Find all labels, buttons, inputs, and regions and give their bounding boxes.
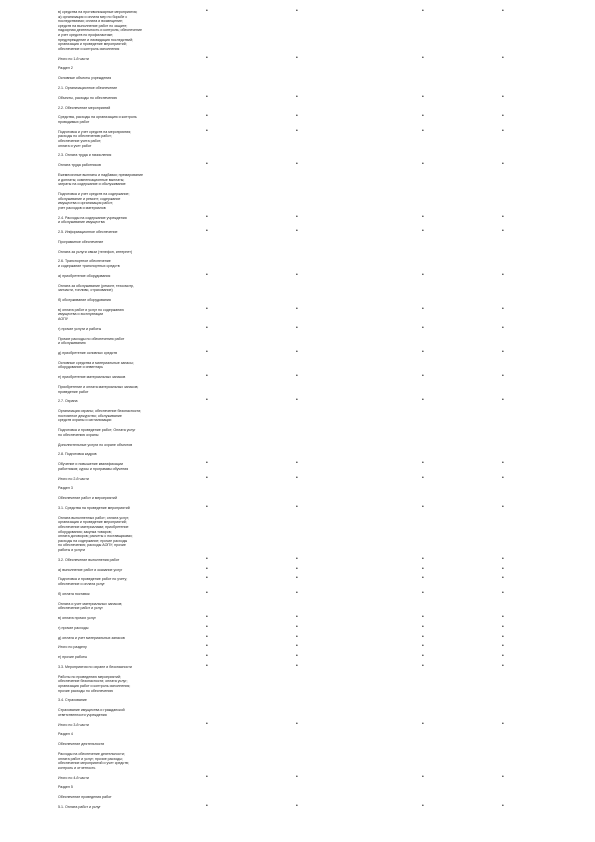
bullet-mark: • xyxy=(502,653,504,660)
bullet-mark: • xyxy=(502,504,504,510)
bullet-mark: • xyxy=(502,213,504,220)
bullet-mark: • xyxy=(502,474,504,481)
bullet-mark: • xyxy=(296,228,298,234)
bullet-mark: • xyxy=(206,643,208,650)
row-text: Подготовка и проведение работ; Оплата услуг по обеспечению охраны xyxy=(58,428,136,437)
bullet-mark: • xyxy=(422,349,424,355)
bullet-mark: • xyxy=(206,213,208,220)
bullet-mark: • xyxy=(502,773,504,780)
bullet-mark: • xyxy=(296,720,298,727)
table-row xyxy=(0,66,595,71)
table-row xyxy=(0,250,595,255)
bullet-mark: • xyxy=(296,565,298,572)
row-text: Раздел 3 xyxy=(58,486,73,491)
table-row xyxy=(0,324,595,332)
bullet-mark: • xyxy=(296,474,298,481)
bullet-mark: • xyxy=(206,373,208,380)
table-row xyxy=(0,577,595,586)
row-text: в) оплата прочих услуг xyxy=(58,616,96,620)
table-row xyxy=(0,399,595,404)
bullet-mark: • xyxy=(422,565,424,572)
bullet-mark: • xyxy=(206,623,208,630)
row-text: в) оплата работ и услуг по содержанию имущества и эксплуатации АОПУ xyxy=(58,307,124,321)
bullet-mark: • xyxy=(422,803,424,809)
row-text: Объекты, расходы по обеспечению xyxy=(58,95,118,100)
bullet-mark: • xyxy=(206,127,208,134)
row-text: Подготовка и проведение работ по учету; обеспечение и оплата услуг xyxy=(58,577,128,586)
bullet-mark: • xyxy=(422,113,424,120)
row-text: Ежемесячные выплаты и надбавки; премирование и доплаты; компенсационные выплаты; затраты на содержание и обслуживание xyxy=(58,173,143,187)
row-text: Оплата выполненных работ; оплата услуг; организация и проведение мероприятий; обеспечение материалами; приобретение оборудования; закупка товаров; оплата договоров; расчеты с поставщиками; расходы на содержание; прочие расходы по обеспечению; расходы АОПУ; прочие работы и услуги xyxy=(58,515,133,552)
table-row xyxy=(0,589,595,597)
bullet-mark: • xyxy=(422,373,424,380)
table-row xyxy=(0,555,595,563)
row-text: Итого по 2-й части xyxy=(58,476,89,481)
bullet-mark: • xyxy=(296,589,298,596)
bullet-mark: • xyxy=(502,623,504,630)
bullet-mark: • xyxy=(296,127,298,134)
bullet-mark: • xyxy=(502,633,504,640)
bullet-mark: • xyxy=(296,460,298,467)
table-row xyxy=(0,127,595,148)
table-row xyxy=(0,805,595,810)
row-text: Прочие расходы по обеспечению работ и обслуживанию xyxy=(58,336,125,346)
bullet-mark: • xyxy=(206,653,208,660)
bullet-mark: • xyxy=(206,720,208,727)
row-text: е) приобретение материальных запасов xyxy=(58,375,126,380)
table-row xyxy=(0,516,595,553)
row-text: Работы по проведению мероприятий; обеспечение безопасности; оплата услуг; организация работ и контроль исполнения; прочие расходы по обеспечению xyxy=(58,674,131,693)
bullet-mark: • xyxy=(502,373,504,380)
bullet-mark: • xyxy=(422,54,424,61)
bullet-mark: • xyxy=(502,324,504,331)
row-text: 3.4. Страхование xyxy=(58,698,87,703)
bullet-mark: • xyxy=(502,803,504,809)
row-text: г) прочие услуги и работы xyxy=(58,326,102,331)
row-text: 3.2. Обеспечение выполнения работ xyxy=(58,557,120,562)
table-row xyxy=(0,259,595,268)
bullet-mark: • xyxy=(422,589,424,596)
bullet-mark: • xyxy=(296,614,298,620)
bullet-mark: • xyxy=(206,474,208,481)
bullet-mark: • xyxy=(422,460,424,467)
bullet-mark: • xyxy=(296,773,298,780)
row-text: Оплата за обслуживание (ремонт, техосмотр, запчасти, топливо, страхование) xyxy=(58,283,135,293)
row-text: Расходы на обеспечение деятельности; оплата работ и услуг; прочие расходы; обеспечение мероприятий и учет средств; контроль и отчетность xyxy=(58,752,129,770)
bullet-mark: • xyxy=(206,575,208,582)
bullet-mark: • xyxy=(422,633,424,640)
row-text: Раздел 4 xyxy=(58,732,73,737)
table-row xyxy=(0,665,595,670)
bullet-mark: • xyxy=(502,127,504,134)
row-text: 2.7. Охрана xyxy=(58,399,78,404)
row-text: 5.1. Оплата работ и услуг xyxy=(58,805,101,809)
bullet-mark: • xyxy=(206,8,208,14)
bullet-mark: • xyxy=(422,614,424,620)
table-row xyxy=(0,698,595,703)
bullet-mark: • xyxy=(296,575,298,582)
row-text: Подготовка и учет средств на мероприятия; расходы по обеспечению работ; обеспечение учета работ; оплата и учет работ xyxy=(58,129,132,148)
bullet-mark: • xyxy=(422,271,424,278)
bullet-mark: • xyxy=(422,324,424,331)
row-text: Раздел 5 xyxy=(58,785,73,790)
row-text: Подготовка и учет средств на содержание; обслуживание и ремонт; содержание имущества и организация работ; учет расходов и материалов xyxy=(58,192,130,210)
bullet-mark: • xyxy=(296,373,298,380)
bullet-mark: • xyxy=(502,271,504,278)
bullet-mark: • xyxy=(502,113,504,120)
table-row xyxy=(0,645,595,650)
row-text: Обеспечение деятельности xyxy=(58,742,105,747)
bullet-mark: • xyxy=(206,460,208,467)
bullet-mark: • xyxy=(296,633,298,640)
row-text: б) обслуживание оборудования xyxy=(58,298,111,302)
bullet-mark: • xyxy=(296,504,298,510)
bullet-mark: • xyxy=(422,93,424,100)
row-text: а) приобретение оборудования xyxy=(58,273,111,278)
bullet-mark: • xyxy=(206,93,208,100)
table-row xyxy=(0,708,595,717)
table-row xyxy=(0,602,595,611)
bullet-mark: • xyxy=(296,349,298,355)
bullet-mark: • xyxy=(206,504,208,510)
table-row xyxy=(0,305,595,322)
table-row xyxy=(0,773,595,781)
bullet-mark: • xyxy=(502,614,504,620)
row-text: 2.8. Подготовка кадров xyxy=(58,452,97,457)
bullet-mark: • xyxy=(422,555,424,562)
bullet-mark: • xyxy=(502,8,504,14)
bullet-mark: • xyxy=(206,773,208,780)
row-text: в) средства на противопожарные мероприятия; ж) организация и оплата мер по борьбе с последствиями; оплата и возмещение; средств на выполнение работ по защите; надзорная деятельность и контроль; обеспечение и учет средств по профилактике; предупреждение и ликвидация последствий; организация и проведение мероприятий; обеспечение и контроль исполнения xyxy=(58,10,143,51)
row-text: 2.5. Информационное обеспечение xyxy=(58,230,118,234)
bullet-mark: • xyxy=(296,305,298,312)
table-row xyxy=(0,361,595,370)
table-row xyxy=(0,298,595,303)
table-row xyxy=(0,173,595,187)
bullet-mark: • xyxy=(206,633,208,640)
bullet-mark: • xyxy=(206,349,208,355)
bullet-mark: • xyxy=(206,161,208,168)
bullet-mark: • xyxy=(206,228,208,234)
bullet-mark: • xyxy=(422,623,424,630)
row-text: Итого по 3-й части xyxy=(58,722,89,727)
bullet-mark: • xyxy=(422,663,424,669)
bullet-mark: • xyxy=(296,643,298,650)
table-row xyxy=(0,213,595,225)
table-row xyxy=(0,93,595,101)
row-text: а) выполнение работ и оказание услуг xyxy=(58,567,123,572)
table-row xyxy=(0,462,595,471)
bullet-mark: • xyxy=(502,663,504,669)
row-text: 2.1. Организационное обеспечение xyxy=(58,86,118,90)
bullet-mark: • xyxy=(206,614,208,620)
table-row xyxy=(0,163,595,168)
bullet-mark: • xyxy=(422,213,424,220)
bullet-mark: • xyxy=(296,93,298,100)
row-text: д) приобретение основных средств xyxy=(58,351,117,355)
table-row xyxy=(0,452,595,457)
bullet-mark: • xyxy=(502,565,504,572)
bullet-mark: • xyxy=(422,773,424,780)
row-text: Средства, расходы на организацию и контроль проводимых работ xyxy=(58,115,137,124)
bullet-mark: • xyxy=(206,803,208,809)
bullet-mark: • xyxy=(422,474,424,481)
table-row xyxy=(0,10,595,51)
bullet-mark: • xyxy=(422,397,424,404)
table-row xyxy=(0,337,595,346)
bullet-mark: • xyxy=(422,575,424,582)
bullet-mark: • xyxy=(206,589,208,596)
bullet-mark: • xyxy=(296,113,298,120)
table-row xyxy=(0,720,595,728)
table-row xyxy=(0,284,595,293)
table-row xyxy=(0,623,595,631)
row-text: б) оплата поставок xyxy=(58,591,90,596)
bullet-mark: • xyxy=(422,653,424,660)
row-text: Программное обеспечение xyxy=(58,239,104,244)
row-text: 3.3. Мероприятия по охране и безопасности xyxy=(58,665,132,669)
row-text: д) оплата и учет материальных запасов xyxy=(58,635,125,640)
row-text: Итого по 1-й части xyxy=(58,56,89,61)
bullet-mark: • xyxy=(206,54,208,61)
row-text: Приобретение и оплата материальных запасов; проведение работ xyxy=(58,385,139,394)
bullet-mark: • xyxy=(296,324,298,331)
bullet-mark: • xyxy=(206,324,208,331)
table-row xyxy=(0,785,595,790)
bullet-mark: • xyxy=(422,161,424,168)
bullet-mark: • xyxy=(502,643,504,650)
bullet-mark: • xyxy=(206,397,208,404)
table-row xyxy=(0,752,595,770)
bullet-mark: • xyxy=(206,565,208,572)
bullet-mark: • xyxy=(422,127,424,134)
table-row xyxy=(0,742,595,747)
row-text: е) прочие работы xyxy=(58,655,88,660)
row-text: 3.1. Средства на проведение мероприятий xyxy=(58,506,130,510)
bullet-mark: • xyxy=(206,663,208,669)
table-row xyxy=(0,474,595,482)
table-row xyxy=(0,86,595,91)
bullet-mark: • xyxy=(422,643,424,650)
bullet-mark: • xyxy=(502,228,504,234)
table-row xyxy=(0,675,595,693)
table-row xyxy=(0,655,595,660)
row-text: 2.6. Транспортное обеспечение и содержание транспортных средств xyxy=(58,259,120,268)
row-text: Дополнительные услуги по охране объектов xyxy=(58,442,133,447)
bullet-mark: • xyxy=(502,93,504,100)
table-row xyxy=(0,409,595,423)
bullet-mark: • xyxy=(502,161,504,168)
table-row xyxy=(0,271,595,279)
row-text: Раздел 2 xyxy=(58,66,73,71)
bullet-mark: • xyxy=(206,271,208,278)
table-row xyxy=(0,385,595,394)
bullet-mark: • xyxy=(296,803,298,809)
bullet-mark: • xyxy=(296,213,298,220)
row-text: Итого по разделу xyxy=(58,645,87,650)
bullet-mark: • xyxy=(206,305,208,312)
row-text: Итого по 4-й части xyxy=(58,775,89,780)
bullet-mark: • xyxy=(422,305,424,312)
table-row xyxy=(0,351,595,356)
table-row xyxy=(0,443,595,448)
table-row xyxy=(0,54,595,62)
bullet-mark: • xyxy=(296,623,298,630)
bullet-mark: • xyxy=(422,720,424,727)
bullet-mark: • xyxy=(422,228,424,234)
row-text: Оплата и учет материальных запасов; обеспечение работ и услуг xyxy=(58,601,123,611)
bullet-mark: • xyxy=(296,397,298,404)
row-text: 2.3. Оплата труда и начисления xyxy=(58,153,112,158)
table-row xyxy=(0,486,595,491)
table-row xyxy=(0,506,595,511)
table-row xyxy=(0,428,595,437)
bullet-mark: • xyxy=(206,555,208,562)
row-text: Оплата труда работников xyxy=(58,163,101,168)
row-text: Оплата за услуги связи (телефон, интернет) xyxy=(58,249,133,254)
table-row xyxy=(0,76,595,81)
bullet-mark: • xyxy=(206,113,208,120)
table-row xyxy=(0,732,595,737)
bullet-mark: • xyxy=(422,8,424,14)
bullet-mark: • xyxy=(296,8,298,14)
table-row xyxy=(0,565,595,573)
bullet-mark: • xyxy=(502,305,504,312)
row-text: Обучение и повышение квалификации работников; курсы и программы обучения xyxy=(58,462,129,471)
row-text: г) прочие расходы xyxy=(58,625,89,630)
bullet-mark: • xyxy=(502,349,504,355)
bullet-mark: • xyxy=(296,653,298,660)
table-row xyxy=(0,633,595,641)
table-row xyxy=(0,230,595,235)
table-row xyxy=(0,616,595,621)
row-text: 2.2. Обеспечение мероприятий xyxy=(58,105,111,110)
row-text: Обеспечение проведения работ xyxy=(58,795,112,800)
bullet-mark: • xyxy=(502,720,504,727)
bullet-mark: • xyxy=(296,555,298,562)
bullet-mark: • xyxy=(502,575,504,582)
table-row xyxy=(0,496,595,501)
bullet-mark: • xyxy=(502,555,504,562)
bullet-mark: • xyxy=(296,54,298,61)
table-row xyxy=(0,375,595,380)
row-text: Организация охраны; обеспечение безопасности; постоянное дежурство; обслуживание средств охраны и сигнализации xyxy=(58,409,142,423)
table-row xyxy=(0,106,595,111)
bullet-mark: • xyxy=(502,397,504,404)
row-text: Основные объекты учреждения xyxy=(58,76,112,81)
table-row xyxy=(0,795,595,800)
table-row xyxy=(0,240,595,245)
bullet-mark: • xyxy=(296,161,298,168)
bullet-mark: • xyxy=(422,504,424,510)
table-row xyxy=(0,153,595,158)
bullet-mark: • xyxy=(502,54,504,61)
row-text: 2.4. Расходы на содержание учреждения и обслуживание имущества xyxy=(58,215,127,225)
row-text: Страхование имущества и гражданской ответственности учреждения xyxy=(58,708,125,717)
table-row xyxy=(0,115,595,124)
bullet-mark: • xyxy=(296,271,298,278)
table-row xyxy=(0,192,595,210)
bullet-mark: • xyxy=(502,589,504,596)
bullet-mark: • xyxy=(502,460,504,467)
bullet-mark: • xyxy=(296,663,298,669)
row-text: Основные средства и материальные запасы; оборудование и инвентарь xyxy=(58,360,134,370)
row-text: Обеспечение работ и мероприятий xyxy=(58,496,117,501)
